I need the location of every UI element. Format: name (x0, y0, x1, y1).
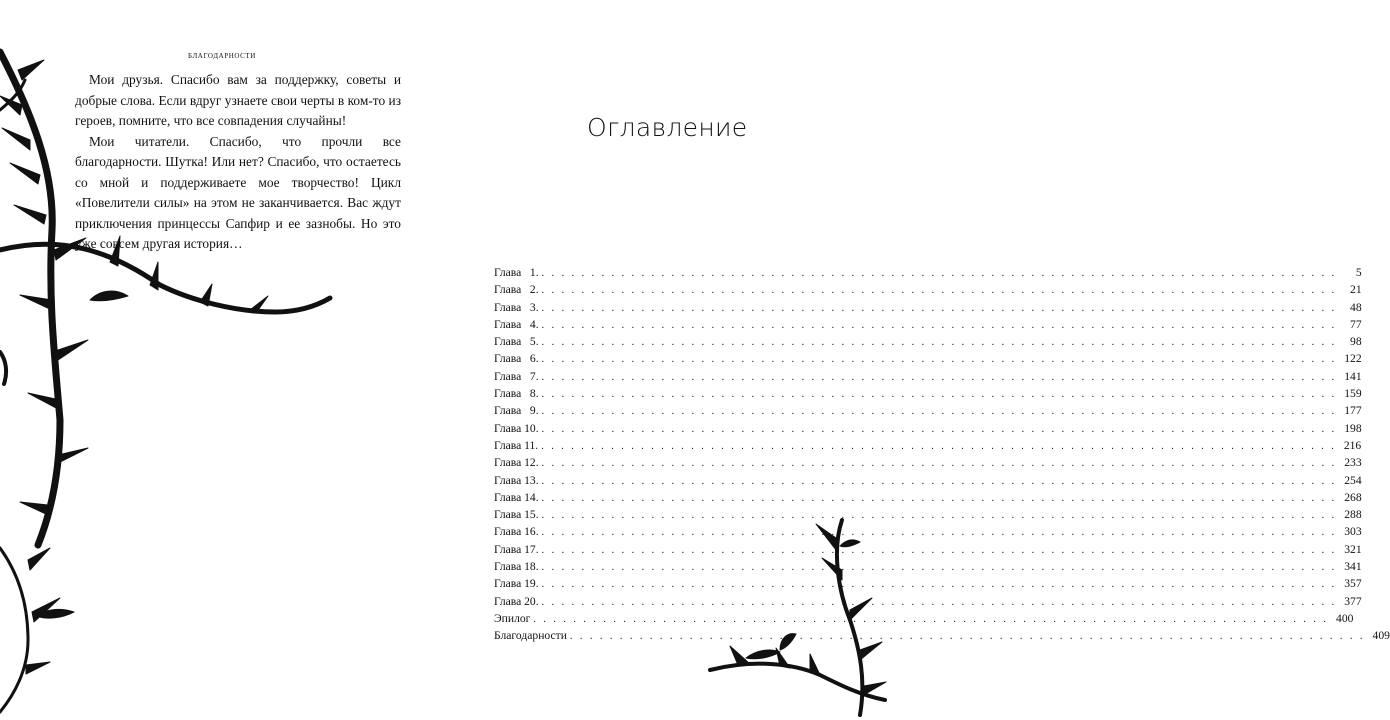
toc-title: Оглавление (587, 113, 748, 142)
toc-entry-page-number: 77 (1350, 317, 1362, 331)
toc-entry (494, 541, 1362, 558)
toc-dot-leader: . . . . . . . . . . . . . . . . . . . . . . . . . . . . . . . . . . . . . . . . . . . . . . . . . . . . . . . . . . . . . . . . . . . . . . . . . . . . . . . . (541, 596, 1337, 608)
toc-entry-label: Глава 6. (494, 352, 539, 366)
toc-entry-label: Глава 8. (494, 387, 539, 401)
toc-entry-page-number: 268 (1344, 490, 1362, 504)
toc-entry (494, 523, 1362, 540)
toc-entry-label: Глава 5. (494, 335, 539, 349)
toc-entry (494, 316, 1362, 333)
toc-entry (494, 264, 1362, 281)
toc-dot-leader: . . . . . . . . . . . . . . . . . . . . . . . . . . . . . . . . . . . . . . . . . . . . . . . . . . . . . . . . . . . . . . . . . . . . . . . . . . . . . . . . (541, 285, 1337, 297)
toc-dot-leader: . . . . . . . . . . . . . . . . . . . . . . . . . . . . . . . . . . . . . . . . . . . . . . . . . . . . . . . . . . . . . . . . . . . . . . . . . . . . . . . . (541, 527, 1337, 539)
toc-entry-label: Глава 12. (494, 456, 539, 470)
toc-dot-leader: . . . . . . . . . . . . . . . . . . . . . . . . . . . . . . . . . . . . . . . . . . . . . . . . . . . . . . . . . . . . . . . . . . . . . . . . . . . . . . . . (541, 544, 1337, 556)
toc-entry (494, 558, 1362, 575)
toc-dot-leader: . . . . . . . . . . . . . . . . . . . . . . . . . . . . . . . . . . . . . . . . . . . . . . . . . . . . . . . . . . . . . . . . . . . . . . . . . . . . . . . . (541, 371, 1337, 383)
toc-entry-label: Глава 18. (494, 560, 539, 574)
right-page (480, 0, 1390, 720)
toc-dot-leader: . . . . . . . . . . . . . . . . . . . . . . . . . . . . . . . . . . . . . . . . . . . . . . . . . . . . . . . . . . . . . . . . . . . . . . . . . . . . . . . . (541, 268, 1337, 279)
toc-entry-label: Глава 15. (494, 508, 539, 522)
toc-entry-page-number: 122 (1344, 352, 1362, 366)
toc-entry-label: Эпилог (494, 611, 531, 625)
toc-entry-page-number: 341 (1344, 560, 1362, 574)
toc-entry-page-number: 254 (1344, 473, 1362, 487)
acknowledgements-paragraph: Мои друзья. Спасибо вам за поддержку, советы и добрые слова. Если вдруг узнаете свои черты в ком-то из героев, помните, что все совпадения случайны! (75, 72, 401, 128)
toc-entry-label: Глава 7. (494, 369, 539, 383)
toc-entry-page-number: 409 (1372, 629, 1390, 643)
toc-entry-label: Благодарности (494, 629, 567, 643)
toc-entry (494, 368, 1362, 385)
toc-entry-page-number: 141 (1344, 369, 1362, 383)
toc-entry-page-number: 48 (1350, 300, 1362, 314)
toc-dot-leader: . . . . . . . . . . . . . . . . . . . . . . . . . . . . . . . . . . . . . . . . . . . . . . . . . . . . . . . . . . . . . . . . . . . . . . . . . . . . . . . . (533, 613, 1329, 625)
toc-entry-label: Глава 13. (494, 473, 539, 487)
toc-dot-leader: . . . . . . . . . . . . . . . . . . . . . . . . . . . . . . . . . . . . . . . . . . . . . . . . . . . . . . . . . . . . . . . . . . . . . . . . . . . . . . . . (541, 337, 1337, 349)
acknowledgements-paragraph: Мои читатели. Спасибо, что прочли все благодарности. Шутка! Или нет? Спасибо, что остаетесь со мной и поддерживаете мое творчество! Цикл «Повелители силы» на этом не заканчивается. Вас ждут приключения принцессы Сапфир и ее зазнобы. Но это уже совсем другая история… (75, 133, 401, 251)
toc-entry (494, 350, 1362, 367)
running-head: благодарности (188, 50, 256, 61)
toc-entry-label: Глава 14. (494, 490, 539, 504)
toc-entry-page-number: 377 (1344, 594, 1362, 608)
toc-entry (494, 610, 1354, 627)
toc-dot-leader: . . . . . . . . . . . . . . . . . . . . . . . . . . . . . . . . . . . . . . . . . . . . . . . . . . . . . . . . . . . . . . . . . . . . . . . . . . . . . . . . (541, 440, 1337, 452)
toc-entry-label: Глава 19. (494, 577, 539, 591)
toc-dot-leader: . . . . . . . . . . . . . . . . . . . . . . . . . . . . . . . . . . . . . . . . . . . . . . . . . . . . . . . . . . . . . . . . . . . . . . . . . . . . . . . . (541, 510, 1337, 522)
toc-entry-page-number: 288 (1344, 508, 1362, 522)
toc-entry-page-number: 21 (1350, 283, 1362, 297)
toc-entry-label: Глава 11. (494, 438, 539, 452)
table-of-contents (494, 264, 1390, 645)
toc-entry (494, 506, 1362, 523)
toc-entry-label: Глава 1. (494, 266, 539, 279)
toc-entry (494, 575, 1362, 592)
toc-entry-page-number: 177 (1344, 404, 1362, 418)
toc-dot-leader: . . . . . . . . . . . . . . . . . . . . . . . . . . . . . . . . . . . . . . . . . . . . . . . . . . . . . . . . . . . . . . . . . . . . . . . . . . . . . . . . (569, 631, 1365, 643)
toc-dot-leader: . . . . . . . . . . . . . . . . . . . . . . . . . . . . . . . . . . . . . . . . . . . . . . . . . . . . . . . . . . . . . . . . . . . . . . . . . . . . . . . . (541, 475, 1337, 487)
acknowledgements-text (75, 70, 401, 255)
toc-entry (494, 437, 1362, 454)
toc-entry (494, 627, 1390, 644)
toc-dot-leader: . . . . . . . . . . . . . . . . . . . . . . . . . . . . . . . . . . . . . . . . . . . . . . . . . . . . . . . . . . . . . . . . . . . . . . . . . . . . . . . . (541, 423, 1337, 435)
toc-entry (494, 299, 1362, 316)
toc-entry-page-number: 357 (1344, 577, 1362, 591)
toc-entry-page-number: 5 (1355, 266, 1362, 279)
toc-dot-leader: . . . . . . . . . . . . . . . . . . . . . . . . . . . . . . . . . . . . . . . . . . . . . . . . . . . . . . . . . . . . . . . . . . . . . . . . . . . . . . . . (541, 579, 1337, 591)
toc-entry-label: Глава 16. (494, 525, 539, 539)
toc-entry-page-number: 98 (1350, 335, 1362, 349)
toc-entry-page-number: 198 (1344, 421, 1362, 435)
toc-entry (494, 402, 1362, 419)
toc-entry-label: Глава 4. (494, 317, 539, 331)
toc-entry (494, 385, 1362, 402)
toc-entry-page-number: 400 (1336, 611, 1354, 625)
toc-entry-page-number: 233 (1344, 456, 1362, 470)
toc-dot-leader: . . . . . . . . . . . . . . . . . . . . . . . . . . . . . . . . . . . . . . . . . . . . . . . . . . . . . . . . . . . . . . . . . . . . . . . . . . . . . . . . (541, 354, 1337, 366)
toc-dot-leader: . . . . . . . . . . . . . . . . . . . . . . . . . . . . . . . . . . . . . . . . . . . . . . . . . . . . . . . . . . . . . . . . . . . . . . . . . . . . . . . . (541, 492, 1337, 504)
toc-entry (494, 593, 1362, 610)
toc-entry (494, 472, 1362, 489)
toc-dot-leader: . . . . . . . . . . . . . . . . . . . . . . . . . . . . . . . . . . . . . . . . . . . . . . . . . . . . . . . . . . . . . . . . . . . . . . . . . . . . . . . . (541, 562, 1337, 574)
toc-entry-page-number: 216 (1343, 438, 1362, 452)
toc-entry (494, 454, 1362, 471)
toc-entry (494, 333, 1362, 350)
toc-entry-label: Глава 2. (494, 283, 539, 297)
toc-entry (494, 281, 1362, 298)
toc-entry-page-number: 303 (1344, 525, 1362, 539)
toc-dot-leader: . . . . . . . . . . . . . . . . . . . . . . . . . . . . . . . . . . . . . . . . . . . . . . . . . . . . . . . . . . . . . . . . . . . . . . . . . . . . . . . . (541, 458, 1337, 470)
toc-entry-label: Глава 3. (494, 300, 539, 314)
toc-entry-page-number: 159 (1344, 387, 1362, 401)
toc-entry (494, 420, 1362, 437)
toc-entry-page-number: 321 (1344, 542, 1362, 556)
left-page (0, 0, 480, 720)
toc-entry-label: Глава 20. (494, 594, 539, 608)
toc-entry-label: Глава 17. (494, 542, 539, 556)
toc-entry (494, 489, 1362, 506)
toc-entry-label: Глава 9. (494, 404, 539, 418)
toc-dot-leader: . . . . . . . . . . . . . . . . . . . . . . . . . . . . . . . . . . . . . . . . . . . . . . . . . . . . . . . . . . . . . . . . . . . . . . . . . . . . . . . . (541, 406, 1337, 418)
toc-entry-label: Глава 10. (494, 421, 539, 435)
toc-dot-leader: . . . . . . . . . . . . . . . . . . . . . . . . . . . . . . . . . . . . . . . . . . . . . . . . . . . . . . . . . . . . . . . . . . . . . . . . . . . . . . . . (541, 302, 1337, 314)
toc-dot-leader: . . . . . . . . . . . . . . . . . . . . . . . . . . . . . . . . . . . . . . . . . . . . . . . . . . . . . . . . . . . . . . . . . . . . . . . . . . . . . . . . (541, 389, 1337, 401)
toc-dot-leader: . . . . . . . . . . . . . . . . . . . . . . . . . . . . . . . . . . . . . . . . . . . . . . . . . . . . . . . . . . . . . . . . . . . . . . . . . . . . . . . . (541, 319, 1337, 331)
